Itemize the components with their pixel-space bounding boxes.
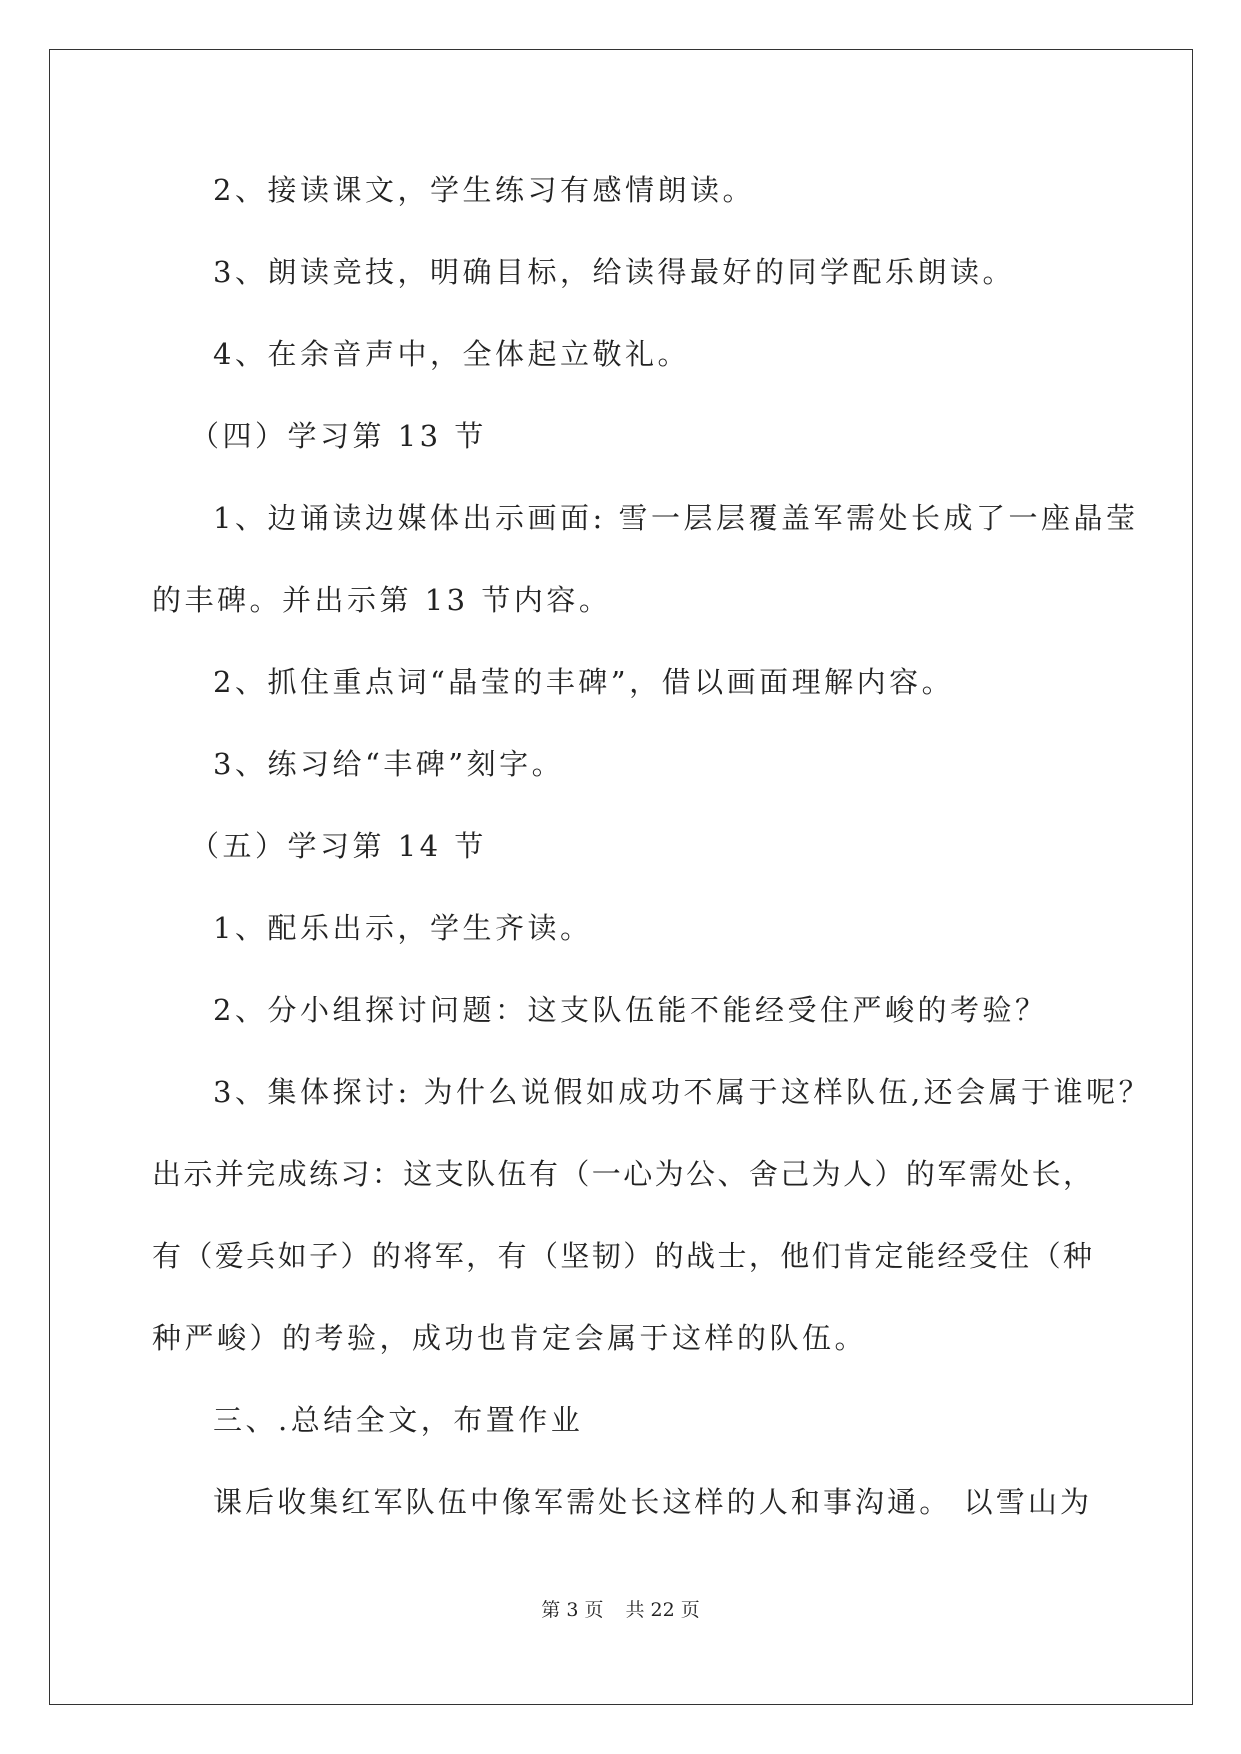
page-footer (0, 1598, 1241, 1622)
paragraph-line: 课后收集红军队伍中像军需处长这样的人和事沟通。 以雪山为 (213, 1485, 1089, 1519)
paragraph-line: 4、在余音声中，全体起立敬礼。 (213, 337, 690, 371)
paragraph-line: 2、抓住重点词“晶莹的丰碑”，借以画面理解内容。 (213, 665, 955, 699)
paragraph-line: 2、分小组探讨问题：这支队伍能不能经受住严峻的考验？ (213, 993, 1048, 1027)
section-heading: （五）学习第 14 节 (190, 829, 487, 863)
paragraph-line: 2、接读课文，学生练习有感情朗读。 (213, 173, 755, 207)
paragraph-line: 1、配乐出示，学生齐读。 (213, 911, 593, 945)
paragraph-line: 出示并完成练习：这支队伍有（一心为公、舍己为人）的军需处长， (152, 1157, 1092, 1191)
paragraph-line: 3、集体探讨: 为什么说假如成功不属于这样队伍,还会属于谁呢？ (213, 1075, 1152, 1109)
paragraph-line: 1、边诵读边媒体出示画面: 雪一层层覆盖军需处长成了一座晶莹 (213, 501, 1139, 535)
paragraph-line: 3、朗读竞技，明确目标，给读得最好的同学配乐朗读。 (213, 255, 1015, 289)
page-total: 共 22 页 (625, 1599, 700, 1621)
paragraph-line: 种严峻）的考验，成功也肯定会属于这样的队伍。 (152, 1321, 868, 1355)
paragraph-line: 3、练习给“丰碑”刻字。 (213, 747, 565, 781)
section-heading: 三、.总结全文，布置作业 (213, 1403, 584, 1437)
page-number: 第 3 页 (541, 1599, 604, 1621)
paragraph-line: 有（爱兵如子）的将军，有（坚韧）的战士，他们肯定能经受住（种 (152, 1239, 1092, 1273)
section-heading: （四）学习第 13 节 (190, 419, 487, 453)
paragraph-line: 的丰碑。并出示第 13 节内容。 (152, 583, 612, 617)
page-border (49, 49, 1193, 1705)
